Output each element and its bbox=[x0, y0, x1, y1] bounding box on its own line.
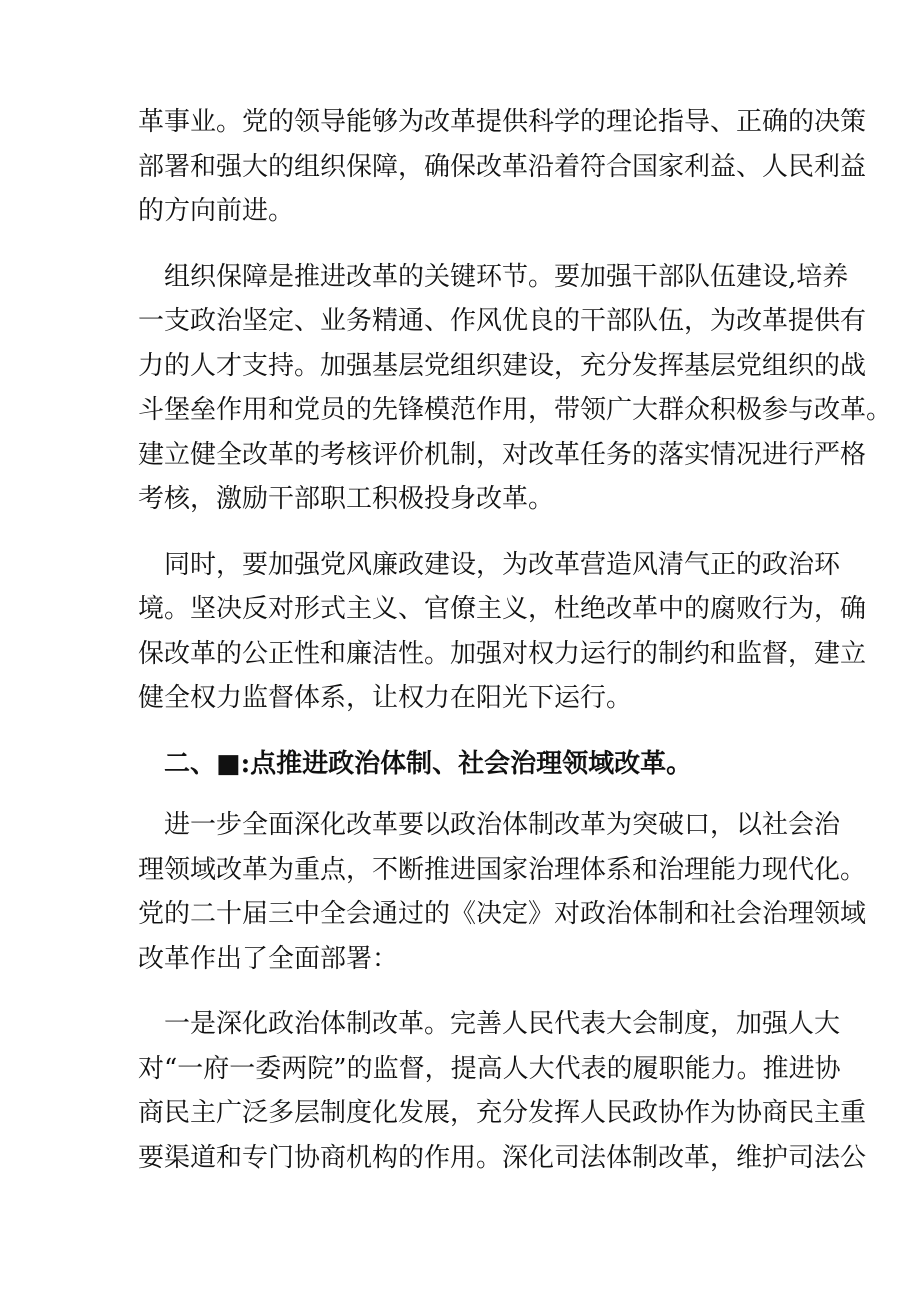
text-line: 健全权力监督体系，让权力在阳光下运行。 bbox=[138, 683, 633, 713]
text-line: 组织保障是推进改革的关键环节。要加强干部队伍建设,培养 bbox=[138, 261, 849, 292]
text-line: 保改革的公正性和廉洁性。加强对权力运行的制约和监督，建立 bbox=[138, 638, 867, 669]
document-page bbox=[138, 100, 893, 1201]
text-line: 一是深化政治体制改革。完善人民代表大会制度，加强人大 bbox=[138, 1009, 841, 1039]
text-line: 进一步全面深化改革要以政治体制改革为突破口，以社会治 bbox=[138, 810, 841, 840]
text-line: 要渠道和专门协商机构的作用。深化司法体制改革，维护司法公 bbox=[138, 1142, 867, 1173]
paragraph-political-reform bbox=[138, 1002, 867, 1180]
text-line: 一支政治坚定、业务精通、作风优良的干部队伍，为改革提供有 bbox=[138, 306, 867, 336]
text-line: 的方向前进。 bbox=[138, 196, 295, 226]
paragraph-clean-governance bbox=[138, 543, 867, 721]
text-line: 境。坚决反对形式主义、官僚主义，杜绝改革中的腐败行为，确 bbox=[138, 594, 867, 624]
text-line: 同时，要加强党风廉政建设，为改革营造风清气正的政治环 bbox=[138, 549, 841, 580]
paragraph-party-leadership bbox=[138, 100, 867, 234]
text-line: 对“一府一委两院”的监督，提高人大代表的履职能力。推进协 bbox=[138, 1053, 841, 1084]
text-line: 部署和强大的组织保障，确保改革沿着符合国家利益、人民利益 bbox=[138, 151, 867, 182]
text-line: 改革作出了全面部署： bbox=[138, 943, 399, 974]
text-line: 商民主广泛多层制度化发展，充分发挥人民政协作为协商民主重 bbox=[138, 1098, 867, 1128]
text-line: 党的二十届三中全会通过的《决定》对政治体制和社会治理领域 bbox=[138, 899, 867, 929]
section-heading: 二、■:点推进政治体制、社会治理领域改革。 bbox=[138, 748, 693, 779]
text-line: 革事业。党的领导能够为改革提供科学的理论指导、正确的决策 bbox=[138, 107, 867, 137]
text-line: 斗堡垒作用和党员的先锋模范作用，带领广大群众积极参与改革。 bbox=[138, 395, 893, 425]
text-line: 考核，激励干部职工积极投身改革。 bbox=[138, 484, 555, 514]
paragraph-reform-overview bbox=[138, 803, 867, 981]
paragraph-organizational-guarantee bbox=[138, 255, 893, 522]
text-line: 建立健全改革的考核评价机制，对改革任务的落实情况进行严格 bbox=[138, 439, 867, 470]
text-line: 力的人才支持。加强基层党组织建设，充分发挥基层党组织的战 bbox=[138, 350, 867, 381]
text-line: 理领域改革为重点，不断推进国家治理体系和治理能力现代化。 bbox=[138, 854, 867, 885]
